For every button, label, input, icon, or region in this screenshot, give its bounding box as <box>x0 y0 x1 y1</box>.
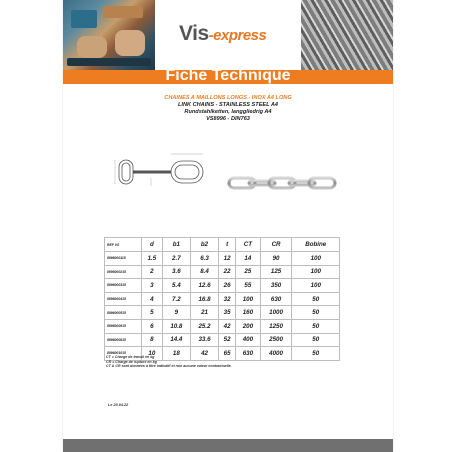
table-cell: 8996000215 <box>105 265 142 279</box>
table-cell: 200 <box>236 319 260 333</box>
table-cell: 65 <box>219 347 236 361</box>
col-t: t <box>219 238 236 252</box>
table-row <box>105 252 340 266</box>
link-front-outer <box>171 161 203 183</box>
table-cell: 35 <box>219 306 236 320</box>
link-side-outer <box>119 160 133 184</box>
product-reference: VS8996 - DIN763 <box>206 116 250 122</box>
table-cell: 3.6 <box>162 265 190 279</box>
table-row <box>105 279 340 293</box>
brand-name-main: Vis <box>179 22 209 45</box>
col-b2: b2 <box>190 238 218 252</box>
chain-technical-drawing <box>101 148 211 192</box>
table-cell: 33.6 <box>190 333 218 347</box>
table-cell: 18 <box>162 347 190 361</box>
table-cell: 55 <box>236 279 260 293</box>
chain-product-image <box>227 172 337 194</box>
table-cell: 125 <box>260 265 292 279</box>
col-ct: CT <box>236 238 260 252</box>
table-cell: 8996000315 <box>105 279 142 293</box>
table-cell: 160 <box>236 306 260 320</box>
link-side-inner <box>122 163 130 181</box>
table-cell: 12.6 <box>190 279 218 293</box>
table-cell: 3 <box>142 279 163 293</box>
table-cell: 50 <box>292 306 340 320</box>
table-cell: 2 <box>142 265 163 279</box>
table-cell: 9 <box>162 306 190 320</box>
spec-table <box>104 237 340 361</box>
table-notes <box>106 355 232 369</box>
table-row <box>105 292 340 306</box>
table-cell: 16.8 <box>190 292 218 306</box>
header-banner <box>63 0 393 70</box>
col-ref: REF VS <box>105 238 142 252</box>
table-cell: 50 <box>292 347 340 361</box>
table-cell: 2.7 <box>162 252 190 266</box>
table-cell: 7.2 <box>162 292 190 306</box>
table-cell: 22 <box>219 265 236 279</box>
table-cell: 2500 <box>260 333 292 347</box>
table-cell: 8996000815 <box>105 333 142 347</box>
table-cell: 8996000115 <box>105 252 142 266</box>
table-cell: 6 <box>142 319 163 333</box>
table-cell: 42 <box>190 347 218 361</box>
product-heading <box>63 95 393 123</box>
col-cr: CR <box>260 238 292 252</box>
datasheet-page <box>63 0 393 452</box>
table-cell: 8996000415 <box>105 292 142 306</box>
product-title-en: LINK CHAINS - STAINLESS STEEL A4 <box>178 102 278 108</box>
table-cell: 100 <box>236 292 260 306</box>
table-cell: 14.4 <box>162 333 190 347</box>
footer-bar <box>63 439 393 452</box>
note-cr: CR = Charge de rupture en kg <box>106 359 157 364</box>
table-cell: 90 <box>260 252 292 266</box>
table-row <box>105 333 340 347</box>
table-cell: 100 <box>292 252 340 266</box>
table-cell: 8 <box>142 333 163 347</box>
table-cell: 6.3 <box>190 252 218 266</box>
table-cell: 4000 <box>260 347 292 361</box>
table-cell: 25 <box>236 265 260 279</box>
table-cell: 25.2 <box>190 319 218 333</box>
table-cell: 8996001015 <box>105 347 142 361</box>
spec-table-header <box>105 238 340 252</box>
table-cell: 10.8 <box>162 319 190 333</box>
table-cell: 8996000615 <box>105 319 142 333</box>
table-cell: 1250 <box>260 319 292 333</box>
table-cell: 14 <box>236 252 260 266</box>
product-title-de: Rundstahlketten, langgliedrig A4 <box>184 109 272 115</box>
document-date: Le 20.04.22 <box>108 403 129 407</box>
brand-logo <box>155 0 301 70</box>
link-front-inner <box>175 165 199 179</box>
table-cell: 100 <box>292 265 340 279</box>
col-bobine: Bobine <box>292 238 340 252</box>
table-cell: 32 <box>219 292 236 306</box>
brand-name-accent: -express <box>208 27 267 44</box>
workshop-photo <box>63 0 155 70</box>
table-cell: 42 <box>219 319 236 333</box>
table-cell: 12 <box>219 252 236 266</box>
table-cell: 100 <box>292 279 340 293</box>
table-row <box>105 319 340 333</box>
table-cell: 1.5 <box>142 252 163 266</box>
table-cell: 630 <box>260 292 292 306</box>
col-d: d <box>142 238 163 252</box>
table-cell: 10 <box>142 347 163 361</box>
table-cell: 26 <box>219 279 236 293</box>
table-row <box>105 306 340 320</box>
screws-photo <box>301 0 393 70</box>
table-cell: 1000 <box>260 306 292 320</box>
table-cell: 400 <box>236 333 260 347</box>
table-row <box>105 265 340 279</box>
col-b1: b1 <box>162 238 190 252</box>
table-cell: 50 <box>292 333 340 347</box>
table-cell: 630 <box>236 347 260 361</box>
note-ct: CT = Charge de travail en kg <box>106 355 155 359</box>
table-cell: 8996000515 <box>105 306 142 320</box>
table-cell: 5.4 <box>162 279 190 293</box>
product-title-fr: CHAINES A MAILLONS LONGS - INOX A4 LONG <box>164 95 292 101</box>
table-cell: 4 <box>142 292 163 306</box>
note-disclaimer: CT & CR sont données à titre indicatif et non aucune valeur contractuelle. <box>106 364 232 369</box>
table-cell: 50 <box>292 319 340 333</box>
table-cell: 21 <box>190 306 218 320</box>
table-cell: 350 <box>260 279 292 293</box>
banner-title: Fiche Technique <box>165 67 291 84</box>
table-cell: 8.4 <box>190 265 218 279</box>
table-cell: 52 <box>219 333 236 347</box>
table-cell: 5 <box>142 306 163 320</box>
table-cell: 50 <box>292 292 340 306</box>
